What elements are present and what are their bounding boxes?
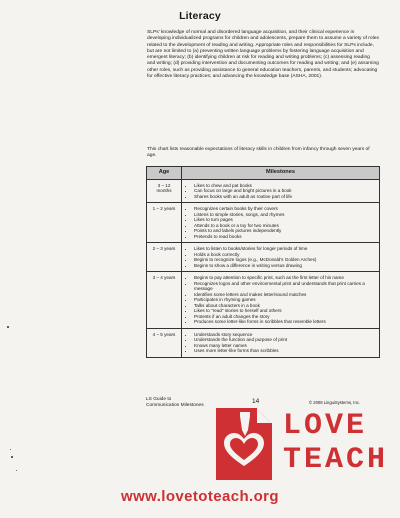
age-column-header: Age [147,167,182,180]
footer-copyright: © 2008 LinguiSystems, Inc. [309,400,361,405]
list-item: • Identifies some letters and makes letter/sound matches [194,292,376,298]
milestone-list [185,206,376,239]
age-cell: 3 – 12 months [147,179,182,203]
milestones-cell [182,272,380,329]
list-item: • Holds a book correctly [194,252,376,258]
watermark-word-teach: TEACH [283,443,389,477]
page-title: Literacy [179,10,221,22]
list-item: • Points to and labels pictures independently [194,228,376,234]
milestone-list [185,332,376,354]
list-item: • Begins to recognize logos (e.g., McDonald's Golden Arches) [194,257,376,263]
milestone-list [185,275,376,325]
list-item: • Produces some letter-like forms in scribbles that resemble letters [194,319,376,325]
list-item: • Participates in rhyming games [194,297,376,303]
list-item: • Likes to turn pages [194,217,376,223]
table-row [147,203,380,243]
list-item: • Shares books with an adult as routine part of life [194,194,376,200]
intro-paragraph: SLPs' knowledge of normal and disordered language acquisition, and their clinical experience in developing individualized programs for children and adolescents, prepare them to assume a variety of roles related to the development of reading and writing. Appropriate roles and responsibilities for SLPs include, but are not limited to (a) preventing written language problems by fostering language acquisition and emergent literacy; (b) identifying children at risk for reading and writing problems; (c) assessing reading and writing; (d) providing intervention and documenting outcomes for reading and writing; and (e) assuming other roles, such as providing assistance to general education teachers, parents, and students; advocating for effective literacy practices; and advancing the knowledge base (ASHA, 2001). [147,30,379,79]
milestones-cell [182,328,380,357]
list-item: • Understands story sequence [194,332,376,338]
list-item: • Likes to listen to books/stories for longer periods of time [194,246,376,252]
chart-intro-paragraph: This chart lists reasonable expectations of literacy skills in children from infancy through seven years of age. [147,147,370,159]
table-row [147,272,380,329]
age-cell: 2 – 3 years [147,243,182,272]
footer-source-line: LS Guide to [146,397,172,402]
list-item: • Recognizes certain books by their covers [194,206,376,212]
list-item: • Understands the function and purpose of print [194,337,376,343]
list-item: • Talks about characters in a book [194,303,376,309]
milestones-cell [182,243,380,272]
page-number: 14 [252,398,260,405]
scan-speck [16,470,17,471]
table-header-row [147,167,380,180]
book-pen-heart-icon [210,404,278,484]
list-item: • Protests if an adult changes the story [194,314,376,320]
footer-source-line: Communication Milestones [146,403,204,408]
list-item: • Likes to chew and pat books [194,183,376,189]
watermark-word-love: LOVE [283,409,368,443]
milestones-cell [182,179,380,203]
list-item: • Uses more letter-like forms than scribbles [194,348,376,354]
table-row [147,328,380,357]
age-cell: 3 – 4 years [147,272,182,329]
milestones-cell [182,203,380,243]
scan-speck [11,456,13,458]
watermark-url: www.lovetoteach.org [121,488,279,505]
footer-source [146,397,204,409]
table-row [147,243,380,272]
age-cell: 1 – 2 years [147,203,182,243]
list-item: • Begins to show a difference in writing versus drawing [194,263,376,269]
list-item: • Recognizes logos and other environmental print and understands that print carries a message [194,281,376,292]
table-row [147,179,380,203]
list-item: • Listens to simple stories, songs, and rhymes [194,212,376,218]
list-item: • Knows many letter names [194,343,376,349]
scan-speck [7,326,9,328]
milestone-list [185,183,376,200]
milestones-column-header: Milestones [182,167,380,180]
age-cell: 4 – 5 years [147,328,182,357]
list-item: • Can focus on large and bright pictures in a book [194,188,376,194]
scan-speck [10,449,11,450]
list-item: • Pretends to read books [194,234,376,240]
milestone-list [185,246,376,268]
list-item: • Likes to "read" stories to herself and others [194,308,376,314]
list-item: • Attends to a book or a toy for two minutes [194,223,376,229]
literacy-milestones-table [146,166,380,358]
list-item: • Begins to pay attention to specific print, such as the first letter of his name [194,275,376,281]
